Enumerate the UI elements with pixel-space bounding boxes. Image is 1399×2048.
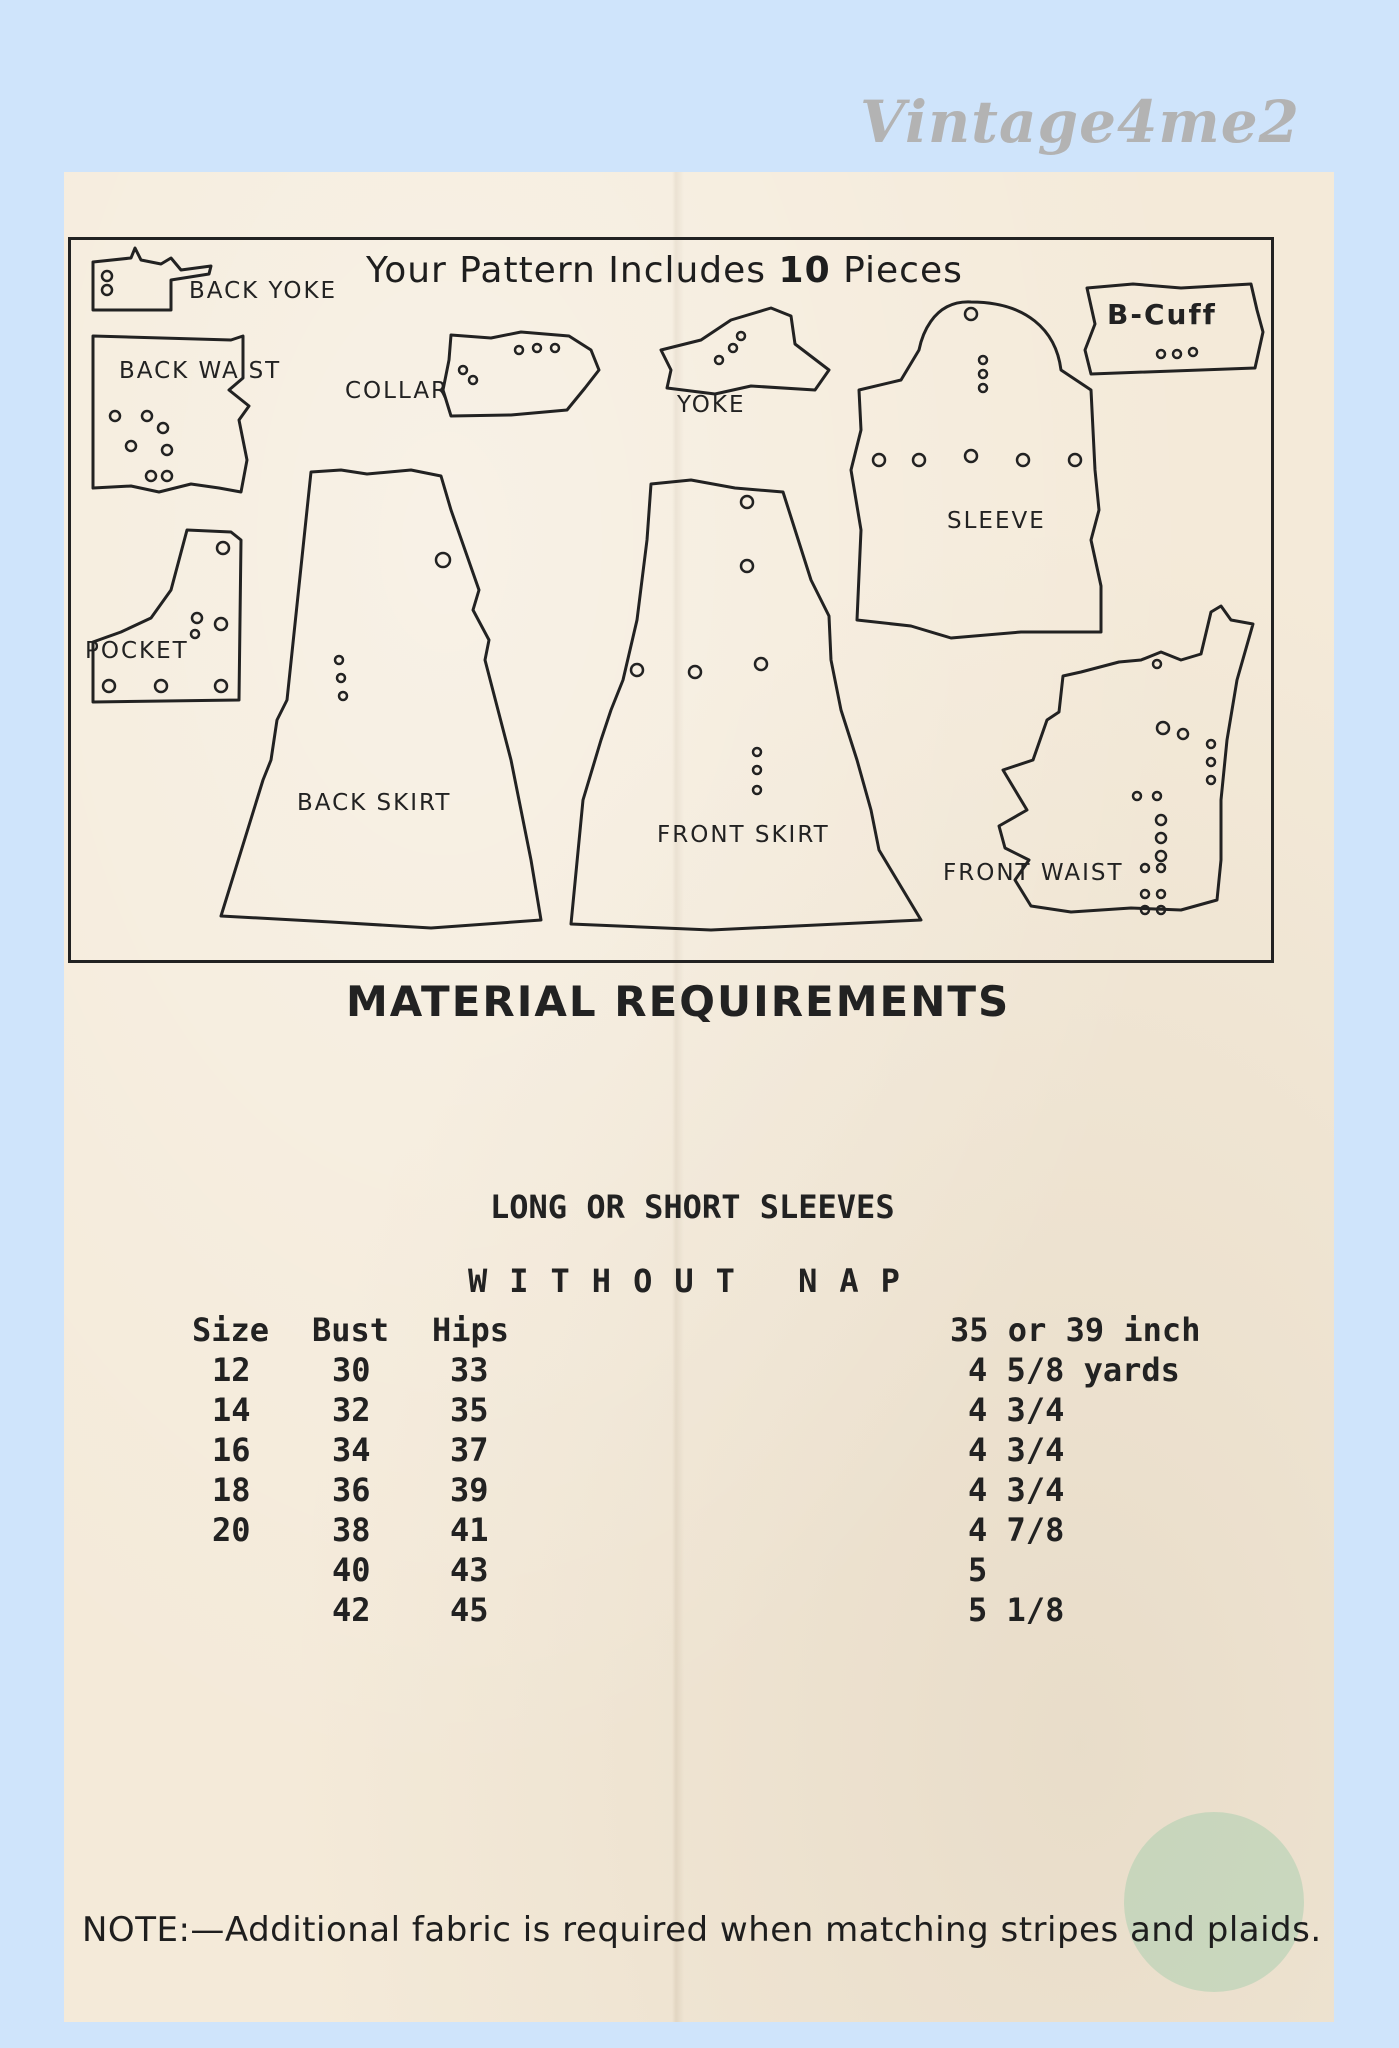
marking-circle <box>689 666 701 678</box>
marking-circle <box>1157 864 1165 872</box>
marking-circle <box>1153 660 1161 668</box>
marking-circle <box>102 285 112 295</box>
marking-circle <box>631 664 643 676</box>
pattern-envelope-back <box>64 172 1334 2022</box>
table-cell <box>192 1550 269 1590</box>
table-cell: 38 <box>332 1511 371 1549</box>
table-cell: 42 <box>332 1591 371 1629</box>
sleeve-piece <box>851 302 1101 638</box>
marking-circle <box>191 630 199 638</box>
pieces-title-suffix: Pieces <box>843 250 963 291</box>
marking-circle <box>1173 350 1181 358</box>
table-cell: 4 5/8 yards <box>968 1351 1180 1389</box>
marking-circle <box>1157 890 1165 898</box>
pieces-title-prefix: Your Pattern Includes <box>366 250 767 291</box>
table-cell: 4 3/4 <box>968 1431 1065 1469</box>
marking-circle <box>753 766 761 774</box>
table-cell: 36 <box>332 1471 371 1509</box>
marking-circle <box>1157 722 1169 734</box>
marking-circle <box>339 692 347 700</box>
stamp-mark <box>1124 1812 1304 1992</box>
marking-circle <box>715 356 723 364</box>
yardage-column <box>950 1310 1200 1630</box>
marking-circle <box>1207 776 1215 784</box>
table-cell: 37 <box>450 1431 489 1469</box>
marking-circle <box>729 344 737 352</box>
marking-circle <box>469 376 477 384</box>
marking-circle <box>1156 815 1166 825</box>
bust-header: Bust <box>312 1311 390 1349</box>
marking-circle <box>1189 348 1197 356</box>
marking-circle <box>337 674 345 682</box>
marking-circle <box>1156 851 1166 861</box>
pocket-piece <box>93 530 241 702</box>
table-cell: 16 <box>212 1431 251 1469</box>
marking-circle <box>1156 833 1166 843</box>
marking-circle <box>753 786 761 794</box>
marking-circle <box>1017 454 1029 466</box>
marking-circle <box>965 450 977 462</box>
pattern-pieces-drawing <box>71 240 1271 960</box>
marking-circle <box>217 542 229 554</box>
marking-circle <box>162 445 172 455</box>
marking-circle <box>741 496 753 508</box>
marking-circle <box>979 370 987 378</box>
marking-circle <box>192 613 202 623</box>
label-front-waist: FRONT WAIST <box>943 860 1124 886</box>
label-sleeve: SLEEVE <box>947 508 1046 534</box>
marking-circle <box>515 346 523 354</box>
marking-circle <box>741 560 753 572</box>
marking-circle <box>551 344 559 352</box>
marking-circle <box>436 553 450 567</box>
label-yoke: YOKE <box>677 392 746 418</box>
marking-circle <box>873 454 885 466</box>
label-collar: COLLAR <box>345 378 450 404</box>
marking-circle <box>1069 454 1081 466</box>
marking-circle <box>103 680 115 692</box>
pieces-count: 10 <box>778 250 831 291</box>
sleeves-heading: LONG OR SHORT SLEEVES <box>490 1188 895 1226</box>
table-cell: 39 <box>450 1471 489 1509</box>
marking-circle <box>1133 792 1141 800</box>
marking-circle <box>753 748 761 756</box>
marking-circle <box>459 366 467 374</box>
marking-circle <box>913 454 925 466</box>
yoke-piece <box>661 308 829 394</box>
label-back-skirt: BACK SKIRT <box>297 790 452 816</box>
size-header: Size <box>192 1311 270 1349</box>
marking-circle <box>162 471 172 481</box>
table-cell: 5 1/8 <box>968 1591 1065 1629</box>
table-cell: 32 <box>332 1391 371 1429</box>
nap-heading: WITHOUT NAP <box>468 1262 922 1300</box>
table-cell: 40 <box>332 1551 371 1589</box>
note-text: NOTE:—Additional fabric is required when matching stripes and plaids. <box>82 1910 1322 1950</box>
pieces-title <box>366 250 963 291</box>
watermark-logo: Vintage4me2 <box>860 88 1300 156</box>
table-cell: 20 <box>212 1511 251 1549</box>
marking-circle <box>979 384 987 392</box>
marking-circle <box>126 441 136 451</box>
material-requirements-title: MATERIAL REQUIREMENTS <box>346 977 1011 1026</box>
marking-circle <box>1141 890 1149 898</box>
marking-circle <box>335 656 343 664</box>
bust-column <box>312 1310 389 1630</box>
table-cell: 4 7/8 <box>968 1511 1065 1549</box>
marking-circle <box>1207 758 1215 766</box>
table-cell: 33 <box>450 1351 489 1389</box>
table-cell: 5 <box>968 1551 988 1589</box>
marking-circle <box>215 618 227 630</box>
table-cell: 4 3/4 <box>968 1391 1065 1429</box>
marking-circle <box>102 271 112 281</box>
marking-circle <box>215 680 227 692</box>
label-front-skirt: FRONT SKIRT <box>657 822 830 848</box>
marking-circle <box>533 344 541 352</box>
label-pocket: POCKET <box>85 638 189 664</box>
table-cell: 41 <box>450 1511 489 1549</box>
table-cell: 14 <box>212 1391 251 1429</box>
marking-circle <box>755 658 767 670</box>
hips-header: Hips <box>432 1311 510 1349</box>
marking-circle <box>979 356 987 364</box>
marking-circle <box>142 411 152 421</box>
table-cell: 18 <box>212 1471 251 1509</box>
hips-column <box>432 1310 509 1630</box>
fabric-width-header: 35 or 39 inch <box>950 1311 1201 1349</box>
marking-circle <box>1178 729 1188 739</box>
table-cell: 34 <box>332 1431 371 1469</box>
marking-circle <box>965 308 977 320</box>
table-cell: 35 <box>450 1391 489 1429</box>
marking-circle <box>1141 864 1149 872</box>
table-cell <box>192 1590 269 1630</box>
table-cell: 30 <box>332 1351 371 1389</box>
marking-circle <box>110 411 120 421</box>
marking-circle <box>146 471 156 481</box>
table-cell: 4 3/4 <box>968 1471 1065 1509</box>
pattern-pieces-diagram <box>68 237 1274 963</box>
marking-circle <box>737 332 745 340</box>
marking-circle <box>155 680 167 692</box>
table-cell: 12 <box>212 1351 251 1389</box>
back-skirt-piece <box>221 470 541 928</box>
marking-circle <box>1157 350 1165 358</box>
marking-circle <box>1207 740 1215 748</box>
marking-circle <box>1153 792 1161 800</box>
size-column <box>192 1310 269 1630</box>
label-back-yoke: BACK YOKE <box>189 278 338 304</box>
label-back-waist: BACK WAIST <box>119 358 282 384</box>
table-cell: 45 <box>450 1591 489 1629</box>
label-b-cuff: B-Cuff <box>1107 298 1217 331</box>
table-cell: 43 <box>450 1551 489 1589</box>
front-skirt-piece <box>571 480 921 930</box>
marking-circle <box>158 423 168 433</box>
